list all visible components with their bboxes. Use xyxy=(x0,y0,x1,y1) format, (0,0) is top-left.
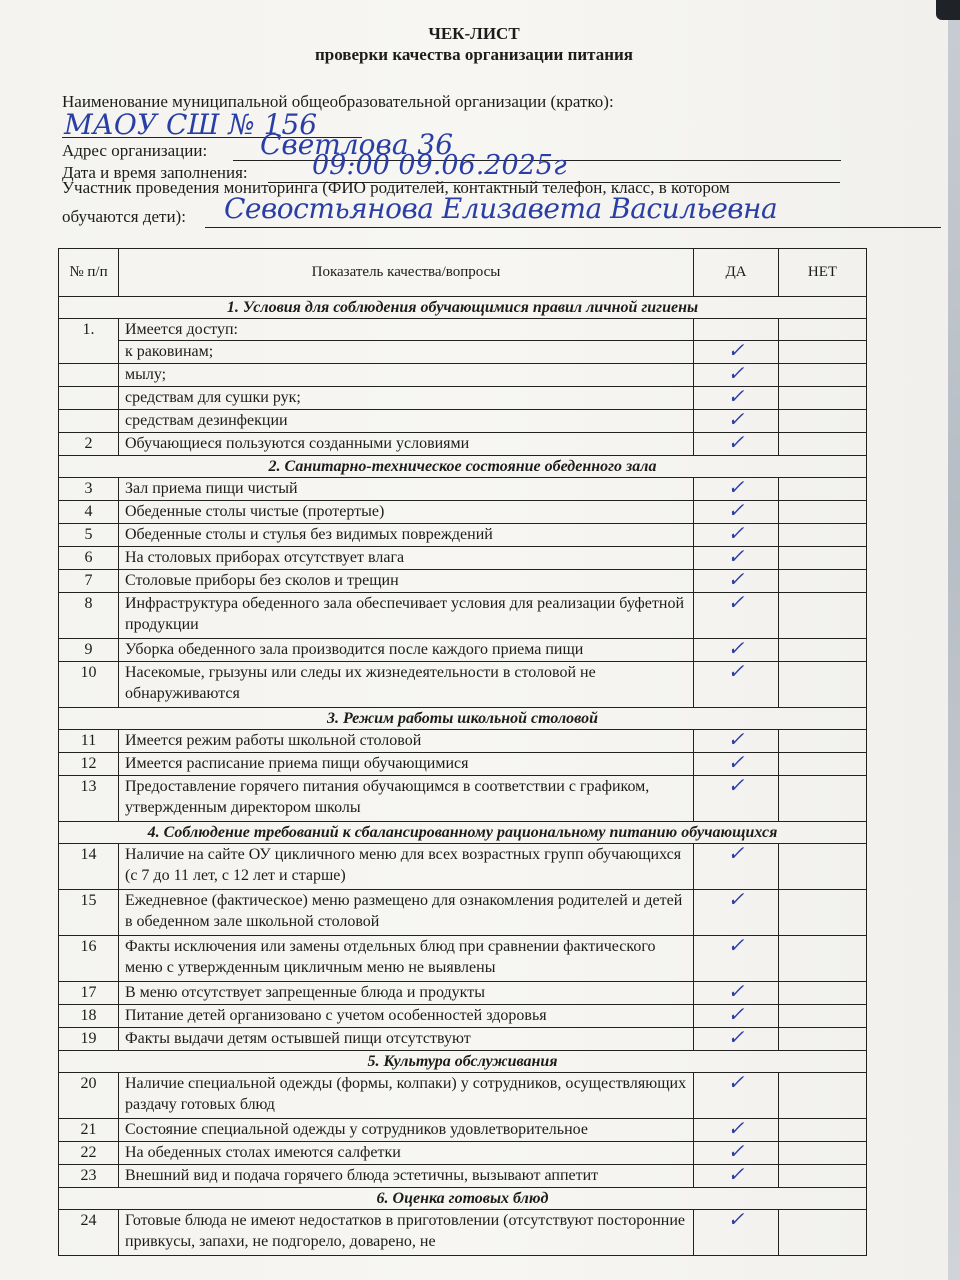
checkmark-icon: ✓ xyxy=(727,363,745,385)
page-edge-background xyxy=(948,0,960,1280)
section-header-row xyxy=(59,456,867,478)
row-number: 5 xyxy=(59,524,119,547)
checkmark-icon: ✓ xyxy=(727,1141,745,1163)
table-row xyxy=(59,593,867,639)
row-number: 20 xyxy=(59,1073,119,1119)
participant-value-handwritten[interactable]: Севостьянова Елизавета Васильевна xyxy=(224,192,778,225)
row-question: Состояние специальной одежды у сотрудников удовлетворительное xyxy=(119,1119,694,1142)
row-number: 15 xyxy=(59,890,119,936)
no-cell[interactable] xyxy=(779,570,867,593)
row-question: Зал приема пищи чистый xyxy=(119,478,694,501)
row-number: 8 xyxy=(59,593,119,639)
yes-cell[interactable] xyxy=(694,1073,779,1119)
row-question: На столовых приборах отсутствует влага xyxy=(119,547,694,570)
table-row xyxy=(59,753,867,776)
no-cell[interactable] xyxy=(779,730,867,753)
yes-cell[interactable] xyxy=(694,639,779,662)
datetime-label: Дата и время заполнения: xyxy=(62,163,248,182)
row-question: Имеется доступ: xyxy=(119,319,694,341)
yes-cell[interactable] xyxy=(694,1028,779,1051)
address-value-handwritten[interactable]: Светлова 36 xyxy=(260,128,454,161)
no-cell[interactable] xyxy=(779,410,867,433)
table-row xyxy=(59,936,867,982)
yes-cell[interactable] xyxy=(694,364,779,387)
no-cell[interactable] xyxy=(779,341,867,364)
row-question: Обеденные столы чистые (протертые) xyxy=(119,501,694,524)
no-cell[interactable] xyxy=(779,936,867,982)
table-row xyxy=(59,1165,867,1188)
no-cell[interactable] xyxy=(779,1119,867,1142)
checkmark-icon: ✓ xyxy=(727,1209,745,1231)
table-row xyxy=(59,524,867,547)
checkmark-icon: ✓ xyxy=(727,729,745,751)
yes-cell[interactable] xyxy=(694,1142,779,1165)
checkmark-icon: ✓ xyxy=(727,432,745,454)
table-row xyxy=(59,982,867,1005)
header-yes: ДА xyxy=(694,249,779,297)
yes-cell[interactable] xyxy=(694,524,779,547)
checkmark-icon: ✓ xyxy=(727,843,745,865)
row-question: Насекомые, грызуны или следы их жизнедеятельности в столовой не обнаруживаются xyxy=(119,662,694,708)
header-no: НЕТ xyxy=(779,249,867,297)
row-question: к раковинам; xyxy=(119,341,694,364)
table-row xyxy=(59,662,867,708)
row-question: Столовые приборы без сколов и трещин xyxy=(119,570,694,593)
checkmark-icon: ✓ xyxy=(727,500,745,522)
table-row xyxy=(59,364,867,387)
row-question: Уборка обеденного зала производится после каждого приема пищи xyxy=(119,639,694,662)
yes-cell[interactable] xyxy=(694,593,779,639)
row-number: 2 xyxy=(59,433,119,456)
section-header-row xyxy=(59,1051,867,1073)
row-number: 24 xyxy=(59,1210,119,1256)
table-row xyxy=(59,570,867,593)
row-question: Готовые блюда не имеют недостатков в приготовлении (отсутствуют посторонние привкусы, запахи, не подгорело, доварено, не xyxy=(119,1210,694,1256)
row-question: На обеденных столах имеются салфетки xyxy=(119,1142,694,1165)
yes-cell[interactable] xyxy=(694,1119,779,1142)
datetime-value-handwritten[interactable]: 09:00 09.06.2025г xyxy=(312,150,567,181)
checkmark-icon: ✓ xyxy=(727,935,745,957)
table-row xyxy=(59,478,867,501)
table-row xyxy=(59,1142,867,1165)
row-number xyxy=(59,364,119,387)
no-cell[interactable] xyxy=(779,662,867,708)
table-row xyxy=(59,410,867,433)
table-row xyxy=(59,433,867,456)
row-number: 9 xyxy=(59,639,119,662)
no-cell[interactable] xyxy=(779,1005,867,1028)
yes-cell[interactable] xyxy=(694,410,779,433)
checkmark-icon: ✓ xyxy=(727,523,745,545)
no-cell[interactable] xyxy=(779,1165,867,1188)
section-title: 5. Культура обслуживания xyxy=(59,1051,867,1073)
section-header-row xyxy=(59,1188,867,1210)
checkmark-icon: ✓ xyxy=(727,386,745,408)
yes-cell[interactable] xyxy=(694,341,779,364)
row-number: 13 xyxy=(59,776,119,822)
row-number: 12 xyxy=(59,753,119,776)
no-cell[interactable] xyxy=(779,1142,867,1165)
yes-cell[interactable] xyxy=(694,478,779,501)
row-question: Факты исключения или замены отдельных блюд при сравнении фактического меню с утвержденным цикличным меню не выявлены xyxy=(119,936,694,982)
row-question: мылу; xyxy=(119,364,694,387)
checkmark-icon: ✓ xyxy=(727,1118,745,1140)
checkmark-icon: ✓ xyxy=(727,477,745,499)
table-row xyxy=(59,1210,867,1256)
document-title: ЧЕК-ЛИСТ xyxy=(428,24,520,43)
row-number xyxy=(59,341,119,364)
row-number: 11 xyxy=(59,730,119,753)
participant-label-line2: обучаются дети): xyxy=(62,207,186,226)
table-row xyxy=(59,387,867,410)
row-number: 14 xyxy=(59,844,119,890)
no-cell[interactable] xyxy=(779,982,867,1005)
row-number: 17 xyxy=(59,982,119,1005)
checklist-table xyxy=(58,248,867,1256)
no-cell[interactable] xyxy=(779,844,867,890)
row-number: 19 xyxy=(59,1028,119,1051)
yes-cell[interactable] xyxy=(694,1165,779,1188)
no-cell[interactable] xyxy=(779,753,867,776)
row-number: 21 xyxy=(59,1119,119,1142)
row-question: Имеется расписание приема пищи обучающимися xyxy=(119,753,694,776)
participant-underline xyxy=(205,227,941,228)
header-question: Показатель качества/вопросы xyxy=(119,249,694,297)
table-header-row xyxy=(59,249,867,297)
checkmark-icon: ✓ xyxy=(727,638,745,660)
no-cell[interactable] xyxy=(779,433,867,456)
row-number: 16 xyxy=(59,936,119,982)
table-row xyxy=(59,1119,867,1142)
section-title: 1. Условия для соблюдения обучающимися правил личной гигиены xyxy=(59,297,867,319)
section-header-row xyxy=(59,822,867,844)
row-question: Ежедневное (фактическое) меню размещено для ознакомления родителей и детей в обеденном зале школьной столовой xyxy=(119,890,694,936)
yes-cell[interactable] xyxy=(694,776,779,822)
yes-cell[interactable] xyxy=(694,936,779,982)
corner-shadow xyxy=(936,0,960,20)
yes-cell[interactable] xyxy=(694,547,779,570)
table-row xyxy=(59,1073,867,1119)
table-row xyxy=(59,776,867,822)
yes-cell[interactable] xyxy=(694,982,779,1005)
checkmark-icon: ✓ xyxy=(727,1072,745,1094)
document-subtitle: проверки качества организации питания xyxy=(314,45,634,64)
section-title: 6. Оценка готовых блюд xyxy=(59,1188,867,1210)
table-row xyxy=(59,730,867,753)
table-row xyxy=(59,501,867,524)
row-number: 22 xyxy=(59,1142,119,1165)
row-question: средствам дезинфекции xyxy=(119,410,694,433)
row-number: 7 xyxy=(59,570,119,593)
row-number: 1. xyxy=(59,319,119,341)
row-number xyxy=(59,410,119,433)
no-cell[interactable] xyxy=(779,524,867,547)
row-question: Питание детей организовано с учетом особенностей здоровья xyxy=(119,1005,694,1028)
yes-cell[interactable] xyxy=(694,501,779,524)
no-cell[interactable] xyxy=(779,478,867,501)
checkmark-icon: ✓ xyxy=(727,981,745,1003)
yes-cell[interactable] xyxy=(694,753,779,776)
checkmark-icon: ✓ xyxy=(727,340,745,362)
row-number: 18 xyxy=(59,1005,119,1028)
table-row xyxy=(59,547,867,570)
yes-cell[interactable] xyxy=(694,844,779,890)
row-question: Наличие на сайте ОУ цикличного меню для всех возрастных групп обучающихся (с 7 до 11 лет, с 12 лет и старше) xyxy=(119,844,694,890)
section-title: 2. Санитарно-техническое состояние обеденного зала xyxy=(59,456,867,478)
yes-cell[interactable] xyxy=(694,730,779,753)
row-question: В меню отсутствует запрещенные блюда и продукты xyxy=(119,982,694,1005)
no-cell[interactable] xyxy=(779,593,867,639)
table-row xyxy=(59,341,867,364)
row-question: Предоставление горячего питания обучающимся в соответствии с графиком, утвержденным директором школы xyxy=(119,776,694,822)
no-cell[interactable] xyxy=(779,387,867,410)
participant-label-line1: Участник проведения мониторинга (ФИО родителей, контактный телефон, класс, в котором xyxy=(62,178,730,197)
row-number: 6 xyxy=(59,547,119,570)
checkmark-icon: ✓ xyxy=(727,546,745,568)
yes-cell[interactable] xyxy=(694,433,779,456)
section-header-row xyxy=(59,297,867,319)
table-row xyxy=(59,319,867,341)
table-row xyxy=(59,639,867,662)
no-cell[interactable] xyxy=(779,1073,867,1119)
yes-cell[interactable] xyxy=(694,387,779,410)
table-row xyxy=(59,1005,867,1028)
row-question: Обеденные столы и стулья без видимых повреждений xyxy=(119,524,694,547)
section-header-row xyxy=(59,708,867,730)
org-label: Наименование муниципальной общеобразовательной организации (кратко): xyxy=(62,92,614,111)
org-value-handwritten[interactable]: МАОУ СШ № 156 xyxy=(64,108,318,141)
row-number xyxy=(59,387,119,410)
row-number: 23 xyxy=(59,1165,119,1188)
row-number: 4 xyxy=(59,501,119,524)
table-row xyxy=(59,890,867,936)
address-label: Адрес организации: xyxy=(62,141,208,160)
row-question: Наличие специальной одежды (формы, колпаки) у сотрудников, осуществляющих раздачу готовых блюд xyxy=(119,1073,694,1119)
table-row xyxy=(59,1028,867,1051)
no-cell[interactable] xyxy=(779,319,867,341)
row-question: Имеется режим работы школьной столовой xyxy=(119,730,694,753)
checkmark-icon: ✓ xyxy=(727,775,745,797)
yes-cell[interactable] xyxy=(694,1005,779,1028)
row-question: Факты выдачи детям остывшей пищи отсутствуют xyxy=(119,1028,694,1051)
row-number: 3 xyxy=(59,478,119,501)
checkmark-icon: ✓ xyxy=(727,592,745,614)
no-cell[interactable] xyxy=(779,639,867,662)
row-question: Инфраструктура обеденного зала обеспечивает условия для реализации буфетной продукции xyxy=(119,593,694,639)
no-cell[interactable] xyxy=(779,501,867,524)
no-cell[interactable] xyxy=(779,547,867,570)
no-cell[interactable] xyxy=(779,1210,867,1256)
yes-cell[interactable] xyxy=(694,662,779,708)
yes-cell[interactable] xyxy=(694,890,779,936)
section-title: 3. Режим работы школьной столовой xyxy=(59,708,867,730)
yes-cell[interactable] xyxy=(694,319,779,341)
no-cell[interactable] xyxy=(779,890,867,936)
checkmark-icon: ✓ xyxy=(727,889,745,911)
checkmark-icon: ✓ xyxy=(727,1027,745,1049)
row-question: Внешний вид и подача горячего блюда эстетичны, вызывают аппетит xyxy=(119,1165,694,1188)
no-cell[interactable] xyxy=(779,776,867,822)
checkmark-icon: ✓ xyxy=(727,569,745,591)
header-num: № п/п xyxy=(59,249,119,297)
row-question: Обучающиеся пользуются созданными условиями xyxy=(119,433,694,456)
checkmark-icon: ✓ xyxy=(727,1004,745,1026)
yes-cell[interactable] xyxy=(694,570,779,593)
checkmark-icon: ✓ xyxy=(727,661,745,683)
checkmark-icon: ✓ xyxy=(727,752,745,774)
section-title: 4. Соблюдение требований к сбалансированному рациональному питанию обучающихся xyxy=(59,822,867,844)
row-number: 10 xyxy=(59,662,119,708)
row-question: средствам для сушки рук; xyxy=(119,387,694,410)
table-row xyxy=(59,844,867,890)
checkmark-icon: ✓ xyxy=(727,409,745,431)
yes-cell[interactable] xyxy=(694,1210,779,1256)
checkmark-icon: ✓ xyxy=(727,1164,745,1186)
no-cell[interactable] xyxy=(779,1028,867,1051)
no-cell[interactable] xyxy=(779,364,867,387)
